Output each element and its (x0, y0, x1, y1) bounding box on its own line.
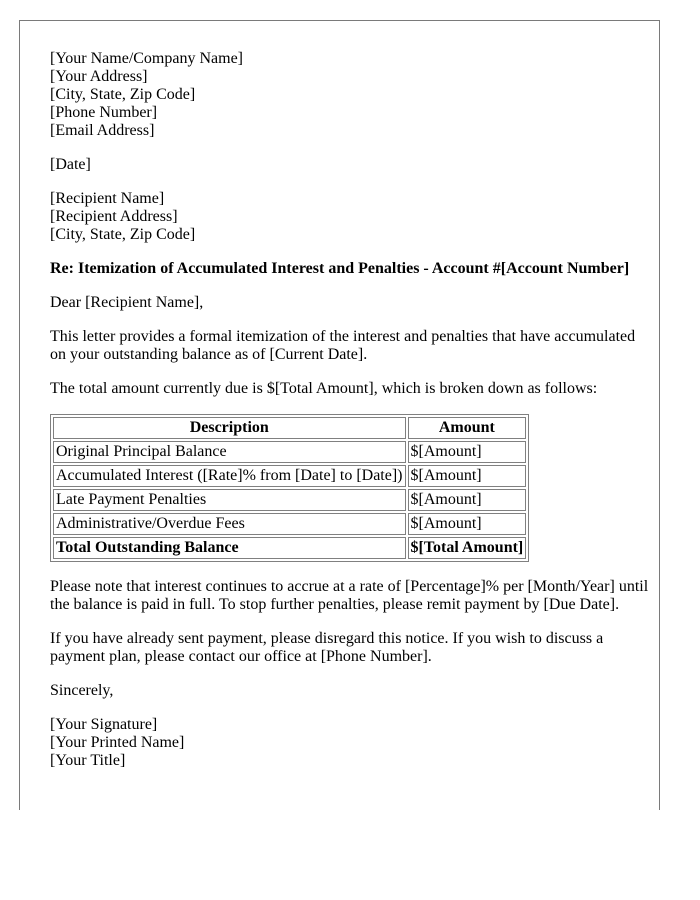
date-block (50, 156, 650, 174)
intro-paragraph: This letter provides a formal itemization of the interest and penalties that have accumulated on your outstanding balance as of [Current Date]. (50, 328, 636, 363)
column-header-amount: Amount (408, 417, 527, 439)
table-row (53, 465, 526, 487)
row-description: Original Principal Balance (53, 441, 406, 463)
row-amount: $[Amount] (408, 513, 527, 535)
row-description: Late Payment Penalties (53, 489, 406, 511)
sender-phone: [Phone Number] (50, 104, 158, 121)
letter-content (50, 50, 650, 770)
column-header-description: Description (53, 417, 406, 439)
signature-line: [Your Signature] (50, 716, 158, 733)
sender-address: [Your Address] (50, 68, 148, 85)
interest-note-paragraph: Please note that interest continues to accrue at a rate of [Percentage]% per [Month/Year] until the balance is paid in full. To stop further penalties, please remit payment by [Due Date]. (50, 578, 649, 613)
table-row (53, 441, 526, 463)
table-row (53, 513, 526, 535)
signature-block (50, 716, 650, 770)
total-amount: $[Total Amount] (408, 537, 527, 559)
letter-date: [Date] (50, 156, 91, 173)
printed-name: [Your Printed Name] (50, 734, 185, 751)
subject-line: Re: Itemization of Accumulated Interest and Penalties - Account #[Account Number] (50, 260, 630, 277)
itemization-table (50, 414, 529, 562)
sender-email: [Email Address] (50, 122, 155, 139)
sender-block (50, 50, 650, 140)
salutation: Dear [Recipient Name], (50, 294, 204, 311)
payment-note-paragraph: If you have already sent payment, please disregard this notice. If you wish to discuss a payment plan, please contact our office at [Phone Number]. (50, 630, 604, 665)
letter-page (19, 20, 660, 810)
row-amount: $[Amount] (408, 441, 527, 463)
row-amount: $[Amount] (408, 489, 527, 511)
closing: Sincerely, (50, 682, 114, 699)
table-header-row (53, 417, 526, 439)
signer-title: [Your Title] (50, 752, 126, 769)
row-description: Accumulated Interest ([Rate]% from [Date] to [Date]) (53, 465, 406, 487)
total-due-paragraph: The total amount currently due is $[Total Amount], which is broken down as follows: (50, 380, 598, 397)
recipient-city-state-zip: [City, State, Zip Code] (50, 226, 196, 243)
recipient-address: [Recipient Address] (50, 208, 178, 225)
table-total-row (53, 537, 526, 559)
sender-city-state-zip: [City, State, Zip Code] (50, 86, 196, 103)
row-amount: $[Amount] (408, 465, 527, 487)
row-description: Administrative/Overdue Fees (53, 513, 406, 535)
recipient-block (50, 190, 650, 244)
sender-name: [Your Name/Company Name] (50, 50, 244, 67)
total-description: Total Outstanding Balance (53, 537, 406, 559)
table-row (53, 489, 526, 511)
recipient-name: [Recipient Name] (50, 190, 165, 207)
